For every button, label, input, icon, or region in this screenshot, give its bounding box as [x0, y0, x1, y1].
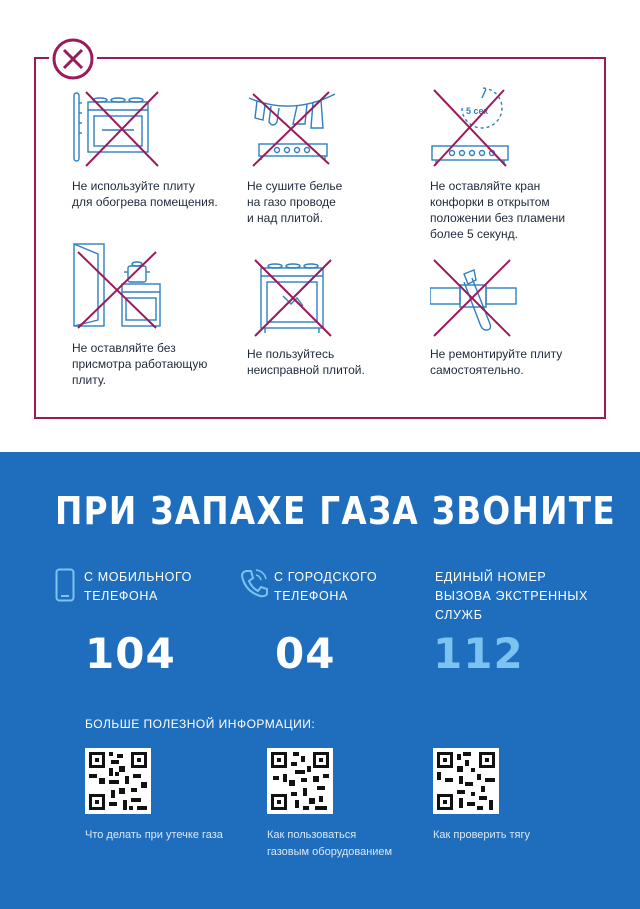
- unattended-stove-icon: [72, 242, 162, 332]
- qr-code[interactable]: [433, 748, 499, 814]
- qr-caption: Что делать при утечке газа: [85, 829, 223, 841]
- laundry-drying-icon: [247, 88, 337, 170]
- rule-self-repair: [430, 258, 605, 378]
- landline-number: 04: [275, 629, 336, 678]
- rule-text: Не сушите белье на газо проводе и над плитой.: [247, 179, 343, 225]
- mobile-phone-icon: [55, 568, 75, 602]
- qr-caption: Как пользоваться газовым оборудованием: [267, 829, 393, 858]
- timer-label: 5 сек: [466, 106, 489, 116]
- rule-text: Не оставляйте без присмотра работающую плиту.: [72, 341, 208, 387]
- emergency-number: 112: [433, 629, 524, 678]
- rule-drying-laundry: [247, 88, 422, 226]
- qr-code[interactable]: [267, 748, 333, 814]
- contact-landline: [240, 568, 377, 606]
- landline-phone-icon: [240, 568, 268, 598]
- contact-label: С ГОРОДСКОГО ТЕЛЕФОНА: [274, 570, 378, 603]
- rule-faulty-stove: [247, 256, 422, 378]
- qr-caption: Как проверить тягу: [433, 829, 531, 841]
- more-info-heading: БОЛЬШЕ ПОЛЕЗНОЙ ИНФОРМАЦИИ:: [85, 717, 316, 731]
- contact-emergency: [435, 568, 588, 625]
- wrench-pipe-icon: [430, 258, 520, 338]
- qr-block: [85, 748, 223, 844]
- rule-text: Не используйте плиту для обогрева помещения.: [72, 179, 218, 209]
- rule-text: Не ремонтируйте плиту самостоятельно.: [430, 347, 563, 377]
- rule-text: Не оставляйте кран конфорки в открытом положении без пламени более 5 секунд.: [430, 179, 566, 241]
- burner-timer-icon: [430, 82, 520, 170]
- qr-code[interactable]: [85, 748, 151, 814]
- contact-label: С МОБИЛЬНОГО ТЕЛЕФОНА: [84, 570, 192, 603]
- contact-label: ЕДИНЫЙ НОМЕР ВЫЗОВА ЭКСТРЕННЫХ СЛУЖБ: [435, 570, 588, 622]
- prohibited-icon: [49, 35, 97, 83]
- rule-text: Не пользуйтесь неисправной плитой.: [247, 347, 365, 377]
- safety-rules-section: [0, 0, 640, 452]
- rule-burner-timer: [430, 82, 605, 242]
- mobile-number: 104: [85, 629, 176, 678]
- stove-heating-icon: [72, 88, 162, 170]
- qr-block: [267, 748, 392, 861]
- gas-emergency-panel: [0, 452, 640, 909]
- faulty-stove-icon: [247, 256, 337, 338]
- contact-mobile: [55, 568, 192, 606]
- rule-stove-heating: [72, 88, 247, 210]
- qr-block: [433, 748, 530, 844]
- gas-heading: ПРИ ЗАПАХЕ ГАЗА ЗВОНИТЕ: [55, 489, 616, 533]
- rule-unattended-stove: [72, 242, 247, 388]
